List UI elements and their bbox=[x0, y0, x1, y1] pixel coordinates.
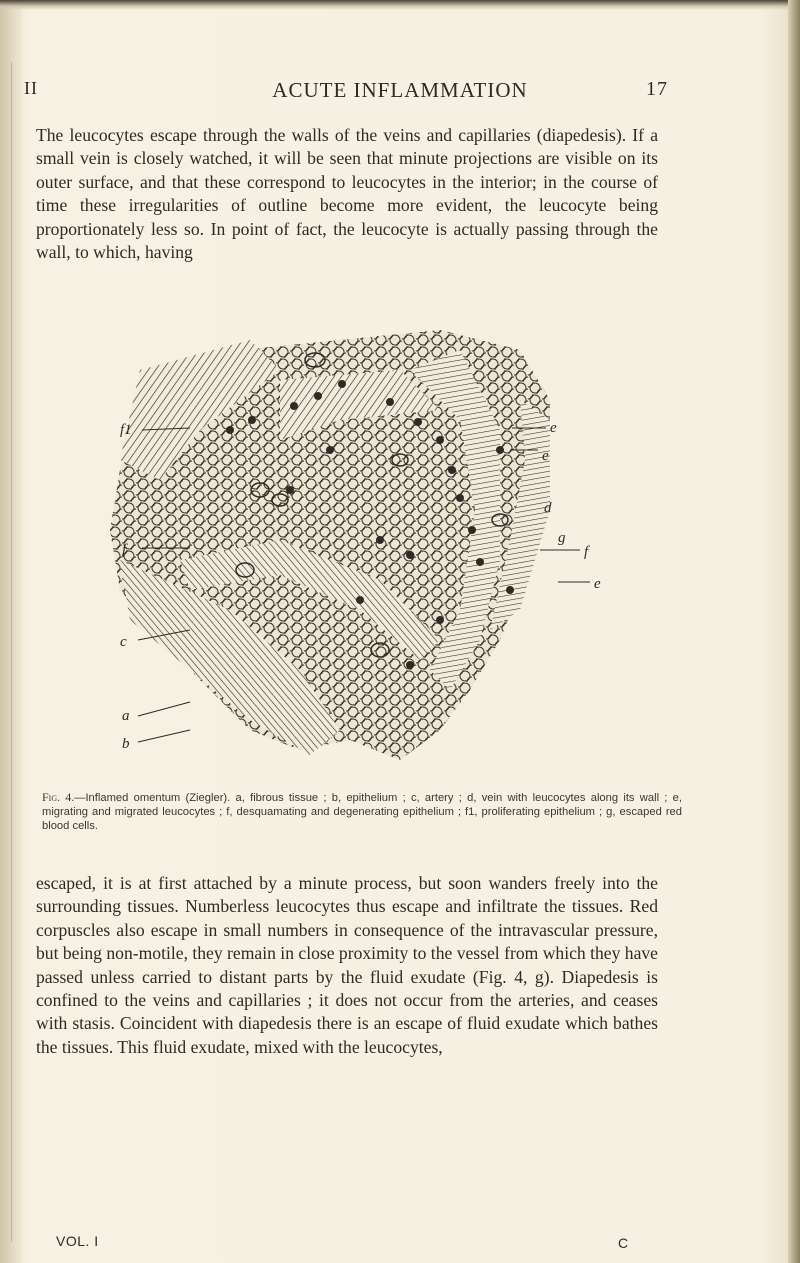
figure-caption bbox=[42, 790, 682, 833]
volume-marker: VOL. I bbox=[56, 1233, 99, 1249]
page-top-edge bbox=[0, 0, 800, 10]
paragraph-bottom: escaped, it is at first attached by a minute process, but soon wanders freely into the surrounding tissues. Numberless leucocytes thus escape and infiltrate the tissues. Red corpuscles also escape in small numbers in consequence of the intravascular pressure, but being non-motile, they remain in close proximity to the vessel from which they have passed unless carried to distant parts by the fluid exudate (Fig. 4, g). Diapedesis is confined to the veins and capillaries ; it does not occur from the arteries, and ceases with stasis. Coincident with diapedesis there is an escape of fluid exudate which bathes the tissues. This fluid exudate, mixed with the leucocytes, bbox=[36, 873, 658, 1057]
paragraph-top: The leucocytes escape through the walls of the veins and capillaries (diapedesis). If a small vein is closely watched, it will be seen that minute projections are visible on its outer surface, and that these correspond to leucocytes in the interior; in the course of time these irregularities of outline become more evident, the leucocyte being proportionately less so. In point of fact, the leucocyte is actually passing through the wall, to which, having bbox=[36, 125, 658, 263]
caption-text: —Inflamed omentum (Ziegler). a, fibrous tissue ; b, epithelium ; c, artery ; d, vein with leucocytes along its wall ; e, migrating and migrated leucocytes ; f, desquamating and degenerating epithelium ; f1, proliferating epithelium ; g, escaped red blood cells. bbox=[42, 792, 682, 832]
page-number: 17 bbox=[646, 78, 668, 100]
label-f1: f1 bbox=[120, 422, 132, 438]
label-f-right: f bbox=[584, 544, 589, 560]
page-right-edge bbox=[788, 0, 800, 1263]
label-a: a bbox=[122, 708, 130, 724]
chapter-number: II bbox=[24, 78, 38, 98]
label-d: d bbox=[544, 500, 552, 516]
label-e-top: e bbox=[550, 420, 557, 436]
figure-inflamed-omentum bbox=[80, 310, 640, 782]
label-g: g bbox=[558, 530, 566, 546]
label-f: f bbox=[122, 542, 127, 558]
page-footer bbox=[0, 1233, 800, 1255]
label-e: e bbox=[542, 448, 549, 464]
label-e-right: e bbox=[594, 576, 601, 592]
signature-mark: C bbox=[618, 1235, 629, 1251]
binding-line bbox=[11, 62, 12, 1242]
caption-figure-number: Fig. 4. bbox=[42, 790, 75, 804]
running-title: ACUTE INFLAMMATION bbox=[272, 78, 528, 102]
running-header bbox=[0, 78, 800, 108]
label-b: b bbox=[122, 736, 130, 752]
label-c: c bbox=[120, 634, 127, 650]
